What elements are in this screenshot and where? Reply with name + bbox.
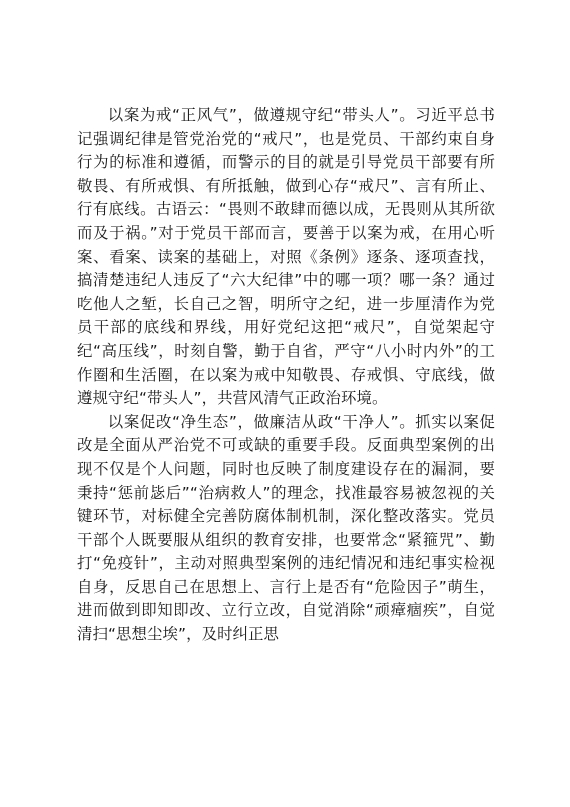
paragraph-discipline-warning: 以案为戒“正风气”，做遵规守纪“带头人”。习近平总书记强调纪律是管党治党的“戒尺”，也是党员、干部约束自身行为的标准和遵循，而警示的目的就是引导党员干部要有所敬畏、有所戒惧、有所抵触，做到心存“戒尺”、言有所止、行有底线。古语云：“畏则不敢肆而德以成，无畏则从其所欲而及于祸。”对于党员干部而言，要善于以案为戒，在用心听案、看案、读案的基础上，对照《条例》逐条、逐项查找，搞清楚违纪人违反了“六大纪律”中的哪一项？哪一条？通过吃他人之堑，长自己之智，明所守之纪，进一步厘清作为党员干部的底线和界线，用好党纪这把“戒尺”，自觉架起守纪“高压线”，时刻自警，勤于自省，严守“八小时内外”的工作圈和生活圈，在以案为戒中知敬畏、存戒惧、守底线，做遵规守纪“带头人”，共营风清气正政治环境。 [77, 106, 495, 408]
article-body [77, 104, 495, 647]
paragraph-case-rectification: 以案促改“净生态”，做廉洁从政“干净人”。抓实以案促改是全面从严治党不可或缺的重要手段。反面典型案例的出现不仅是个人问题，同时也反映了制度建设存在的漏洞，要秉持“惩前毖后”“治病救人”的理念，找准最容易被忽视的关键环节，对标健全完善防腐体制机制，深化整改落实。党员干部个人既要服从组织的教育安排，也要常念“紧箍咒”、勤打“免疫针”，主动对照典型案例的违纪情况和违纪事实检视自身，反思自己在思想上、言行上是否有“危险因子”萌生，进而做到即知即改、立行立改，自觉消除“顽瘴痼疾”，自觉清扫“思想尘埃”，及时纠正思 [77, 412, 495, 644]
